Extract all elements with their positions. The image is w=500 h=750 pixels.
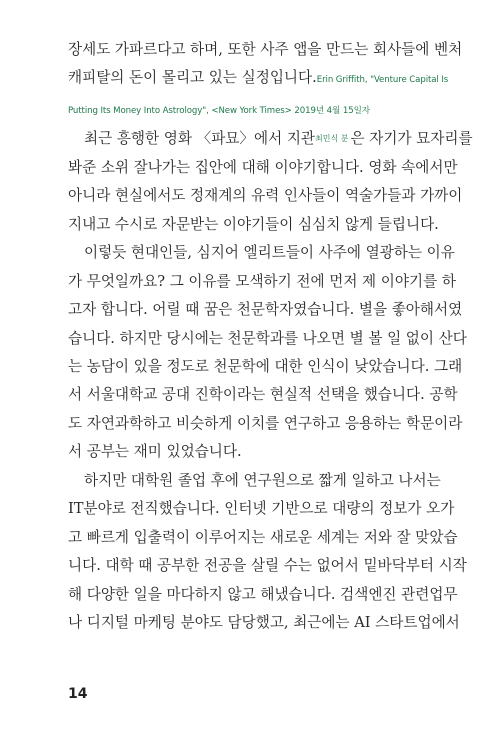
text-line-with-note (68, 125, 473, 153)
text-line: 하지만 대학원 졸업 후에 연구원으로 짧게 일하고 나서는 (84, 471, 441, 489)
text-line: 고 빠르게 입출력이 이루어지는 새로운 세계는 저와 잘 맞았습 (68, 528, 458, 546)
text-line: 서 서울대학교 공대 진학이라는 현실적 선택을 했습니다. 공학 (68, 386, 458, 404)
text-line: 는 농담이 있을 정도로 천문학에 대한 인식이 낮았습니다. 그래 (68, 357, 463, 375)
page-number: 14 (68, 686, 88, 702)
text-line: 서 공부는 재미 있었습니다. (68, 443, 242, 461)
text-line: 습니다. 하지만 당시에는 천문학과를 나오면 별 볼 일 없이 산다 (68, 329, 467, 347)
text-line: IT분야로 전직했습니다. 인터넷 기반으로 대량의 정보가 오가 (68, 500, 455, 518)
citation-source-part1: Erin Griffith, "Venture Capital Is (316, 75, 449, 86)
text-line: 가 무엇일까요? 그 이유를 모색하기 전에 먼저 제 이야기를 하 (68, 272, 456, 290)
text-line: 나 디지털 마케팅 분야도 담당했고, 최근에는 AI 스타트업에서 (68, 614, 460, 632)
text-line: 최근 흥행한 영화 〈파묘〉에서 지관 (84, 130, 316, 148)
text-line: 지내고 수시로 자문받는 이야기들이 심심치 않게 들립니다. (68, 215, 439, 233)
citation-source-part2: Putting Its Money Into Astrology", <New York Times> 2019년 4월 15일자 (68, 105, 371, 116)
text-line: 봐준 소위 잘나가는 집안에 대해 이야기합니다. 영화 속에서만 (68, 158, 458, 176)
body-text (68, 36, 473, 638)
citation-source-line (68, 95, 430, 125)
text-line: 장세도 가파르다고 하며, 또한 사주 앱을 만드는 회사들에 벤처 (68, 41, 463, 58)
text-line: 도 자연과학하고 비슷하게 이치를 연구하고 응용하는 학문이라 (68, 414, 463, 432)
text-line: 니다. 대학 때 공부한 전공을 살릴 수는 없어서 밑바닥부터 시작 (68, 557, 467, 575)
text-line: 은 자기가 묘자리를 (350, 130, 473, 148)
text-line: 해 다양한 일을 마다하지 않고 해냈습니다. 검색엔진 관련업무 (68, 585, 458, 603)
text-line: 아니라 현실에서도 정재계의 유력 인사들이 역술가들과 가까이 (68, 187, 463, 205)
text-line: 캐피탈의 돈이 몰리고 있는 실정입니다. (68, 69, 317, 87)
text-line: 고자 합니다. 어릴 때 꿈은 천문학자였습니다. 별을 좋아해서였 (68, 301, 463, 319)
actor-note: 최민식 분 (315, 134, 349, 144)
text-line-with-citation (68, 64, 449, 94)
text-line: 이렇듯 현대인들, 심지어 엘리트들이 사주에 열광하는 이유 (84, 244, 455, 262)
